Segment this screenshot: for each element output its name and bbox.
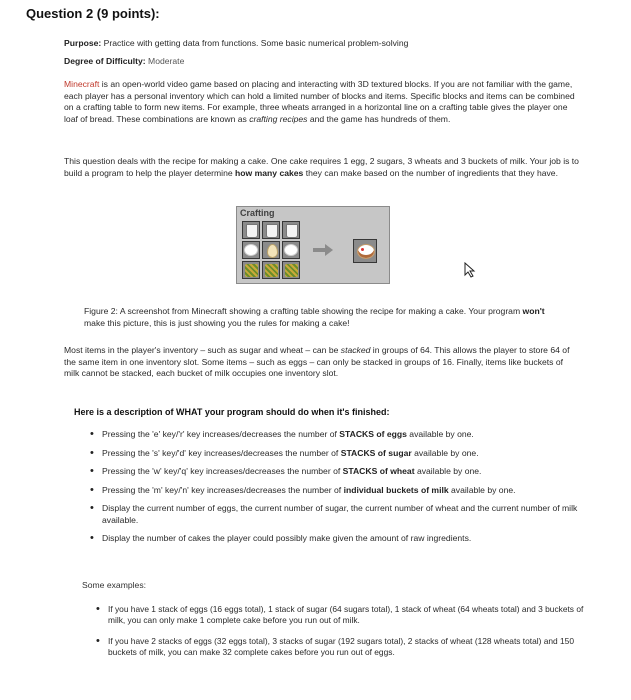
purpose-line <box>64 38 584 50</box>
intro-text-1: is an open-world video game based on placing and interacting with 3D textured blocks. If you are not familiar with the game, each player has a personal inventory which can hold a limited number of blocks and items. Specific blocks and items can be combined on a crafting table to form new items. For example, three wheats arranged in a horizontal line on a crafting table gives the player one loaf of bread. These combinations are known as <box>64 79 575 124</box>
slot-egg <box>262 241 280 259</box>
list-item <box>94 448 594 460</box>
list-item <box>94 533 594 545</box>
wheat-icon <box>245 264 258 277</box>
req-text: available by one. <box>448 484 516 495</box>
examples-label: Some examples: <box>82 580 147 590</box>
difficulty-line <box>64 56 584 68</box>
caption-text-2: make this picture, this is just showing you the rules for making a cake! <box>84 317 350 328</box>
result-slot <box>353 239 377 263</box>
slot-wheat-3 <box>282 261 300 279</box>
mouse-cursor-icon <box>464 262 478 278</box>
list-item <box>94 503 594 526</box>
caption-bold: won't <box>522 306 545 316</box>
slot-milk-3 <box>282 221 300 239</box>
recipe-bold: how many cakes <box>235 167 304 178</box>
milk-bucket-icon <box>286 224 298 238</box>
minecraft-link[interactable]: Minecraft <box>64 79 100 89</box>
crafting-recipes-term: crafting recipes <box>249 113 308 124</box>
recipe-paragraph <box>64 156 580 179</box>
req-text: Display the number of cakes the player could possibly make given the amount of raw ingredients. <box>102 533 472 543</box>
wheat-icon <box>265 264 278 277</box>
req-bold: STACKS of eggs <box>339 429 407 439</box>
egg-icon <box>267 244 278 258</box>
recipe-text-1: This question deals with the recipe for making a cake. One cake requires 1 egg, 2 sugars, 3 wheats and 3 buckets of milk. Your job is to build a program to help the player determine <box>64 156 579 178</box>
slot-sugar-1 <box>242 241 260 259</box>
list-item: • If you have 1 stack of eggs (16 eggs total), 1 stack of sugar (64 sugars total), 1 stack of wheat (64 wheats total) and 3 buckets of milk, you can only make 1 complete cake before you run out of milk. <box>100 604 590 626</box>
intro-text-2: and the game has hundreds of them. <box>307 113 451 124</box>
wheat-icon <box>285 264 298 277</box>
list-item <box>94 429 594 441</box>
req-text: available by one. <box>406 429 474 439</box>
sugar-icon <box>285 245 297 255</box>
cake-icon <box>357 244 375 259</box>
req-bold: individual buckets of milk <box>343 484 449 495</box>
req-text: available by one. <box>414 466 482 476</box>
slot-wheat-1 <box>242 261 260 279</box>
slot-sugar-2 <box>282 241 300 259</box>
question-title: Question 2 (9 points): <box>26 6 160 21</box>
req-text: Pressing the 'w' key/'q' key increases/decreases the number of <box>102 466 343 476</box>
sugar-icon <box>245 245 257 255</box>
list-item <box>94 485 594 497</box>
req-text: available by one. <box>411 447 479 458</box>
requirements-list <box>94 429 594 552</box>
inventory-text-2: in groups of 64. This allows the player to store 64 of the same item in one inventory slot. Some items – such as eggs – can only be stacked in groups of 16. Finally, items like buckets of milk cannot be stacked, each bucket of milk occupies one inventory slot. <box>64 345 570 378</box>
list-item <box>94 466 594 478</box>
list-item: • If you have 2 stacks of eggs (32 eggs total), 3 stacks of sugar (192 sugars total), 2 stacks of wheat (128 wheats total) and 150 buckets of milk, you can make 32 complete cakes before you run out of eggs. <box>100 636 590 658</box>
req-text: Display the current number of eggs, the current number of sugar, the current number of wheat and the current number of milk available. <box>102 503 578 525</box>
slot-wheat-2 <box>262 261 280 279</box>
purpose-text: Practice with getting data from functions. Some basic numerical problem-solving <box>101 38 409 48</box>
purpose-label: Purpose: <box>64 38 102 48</box>
intro-paragraph <box>64 79 580 125</box>
crafting-arrow-icon <box>312 243 334 257</box>
figure-caption <box>84 306 564 329</box>
inventory-text-1: Most items in the player's inventory – such as sugar and wheat – can be <box>64 345 341 355</box>
finished-heading: Here is a description of WHAT your program should do when it's finished: <box>74 407 390 417</box>
examples-list <box>100 604 590 668</box>
stacked-term: stacked <box>340 345 371 355</box>
slot-milk-1 <box>242 221 260 239</box>
milk-bucket-icon <box>266 224 278 238</box>
recipe-text-2: they can make based on the number of ingredients that they have. <box>303 167 558 178</box>
caption-text-1: Figure 2: A screenshot from Minecraft showing a crafting table showing the recipe for making a cake. Your program <box>84 306 523 316</box>
slot-milk-2 <box>262 221 280 239</box>
req-bold: STACKS of sugar <box>340 447 412 458</box>
req-bold: STACKS of wheat <box>342 466 415 476</box>
milk-bucket-icon <box>246 224 258 238</box>
difficulty-value: Moderate <box>145 56 185 66</box>
inventory-paragraph <box>64 345 580 380</box>
crafting-table-figure <box>236 206 390 284</box>
req-text: Pressing the 'm' key/'n' key increases/decreases the number of <box>102 484 344 495</box>
crafting-grid <box>242 221 302 281</box>
req-text: Pressing the 'e' key/'r' key increases/decreases the number of <box>102 429 340 439</box>
difficulty-label: Degree of Difficulty: <box>64 56 146 66</box>
crafting-title: Crafting <box>240 208 275 218</box>
req-text: Pressing the 's' key/'d' key increases/decreases the number of <box>102 447 341 458</box>
